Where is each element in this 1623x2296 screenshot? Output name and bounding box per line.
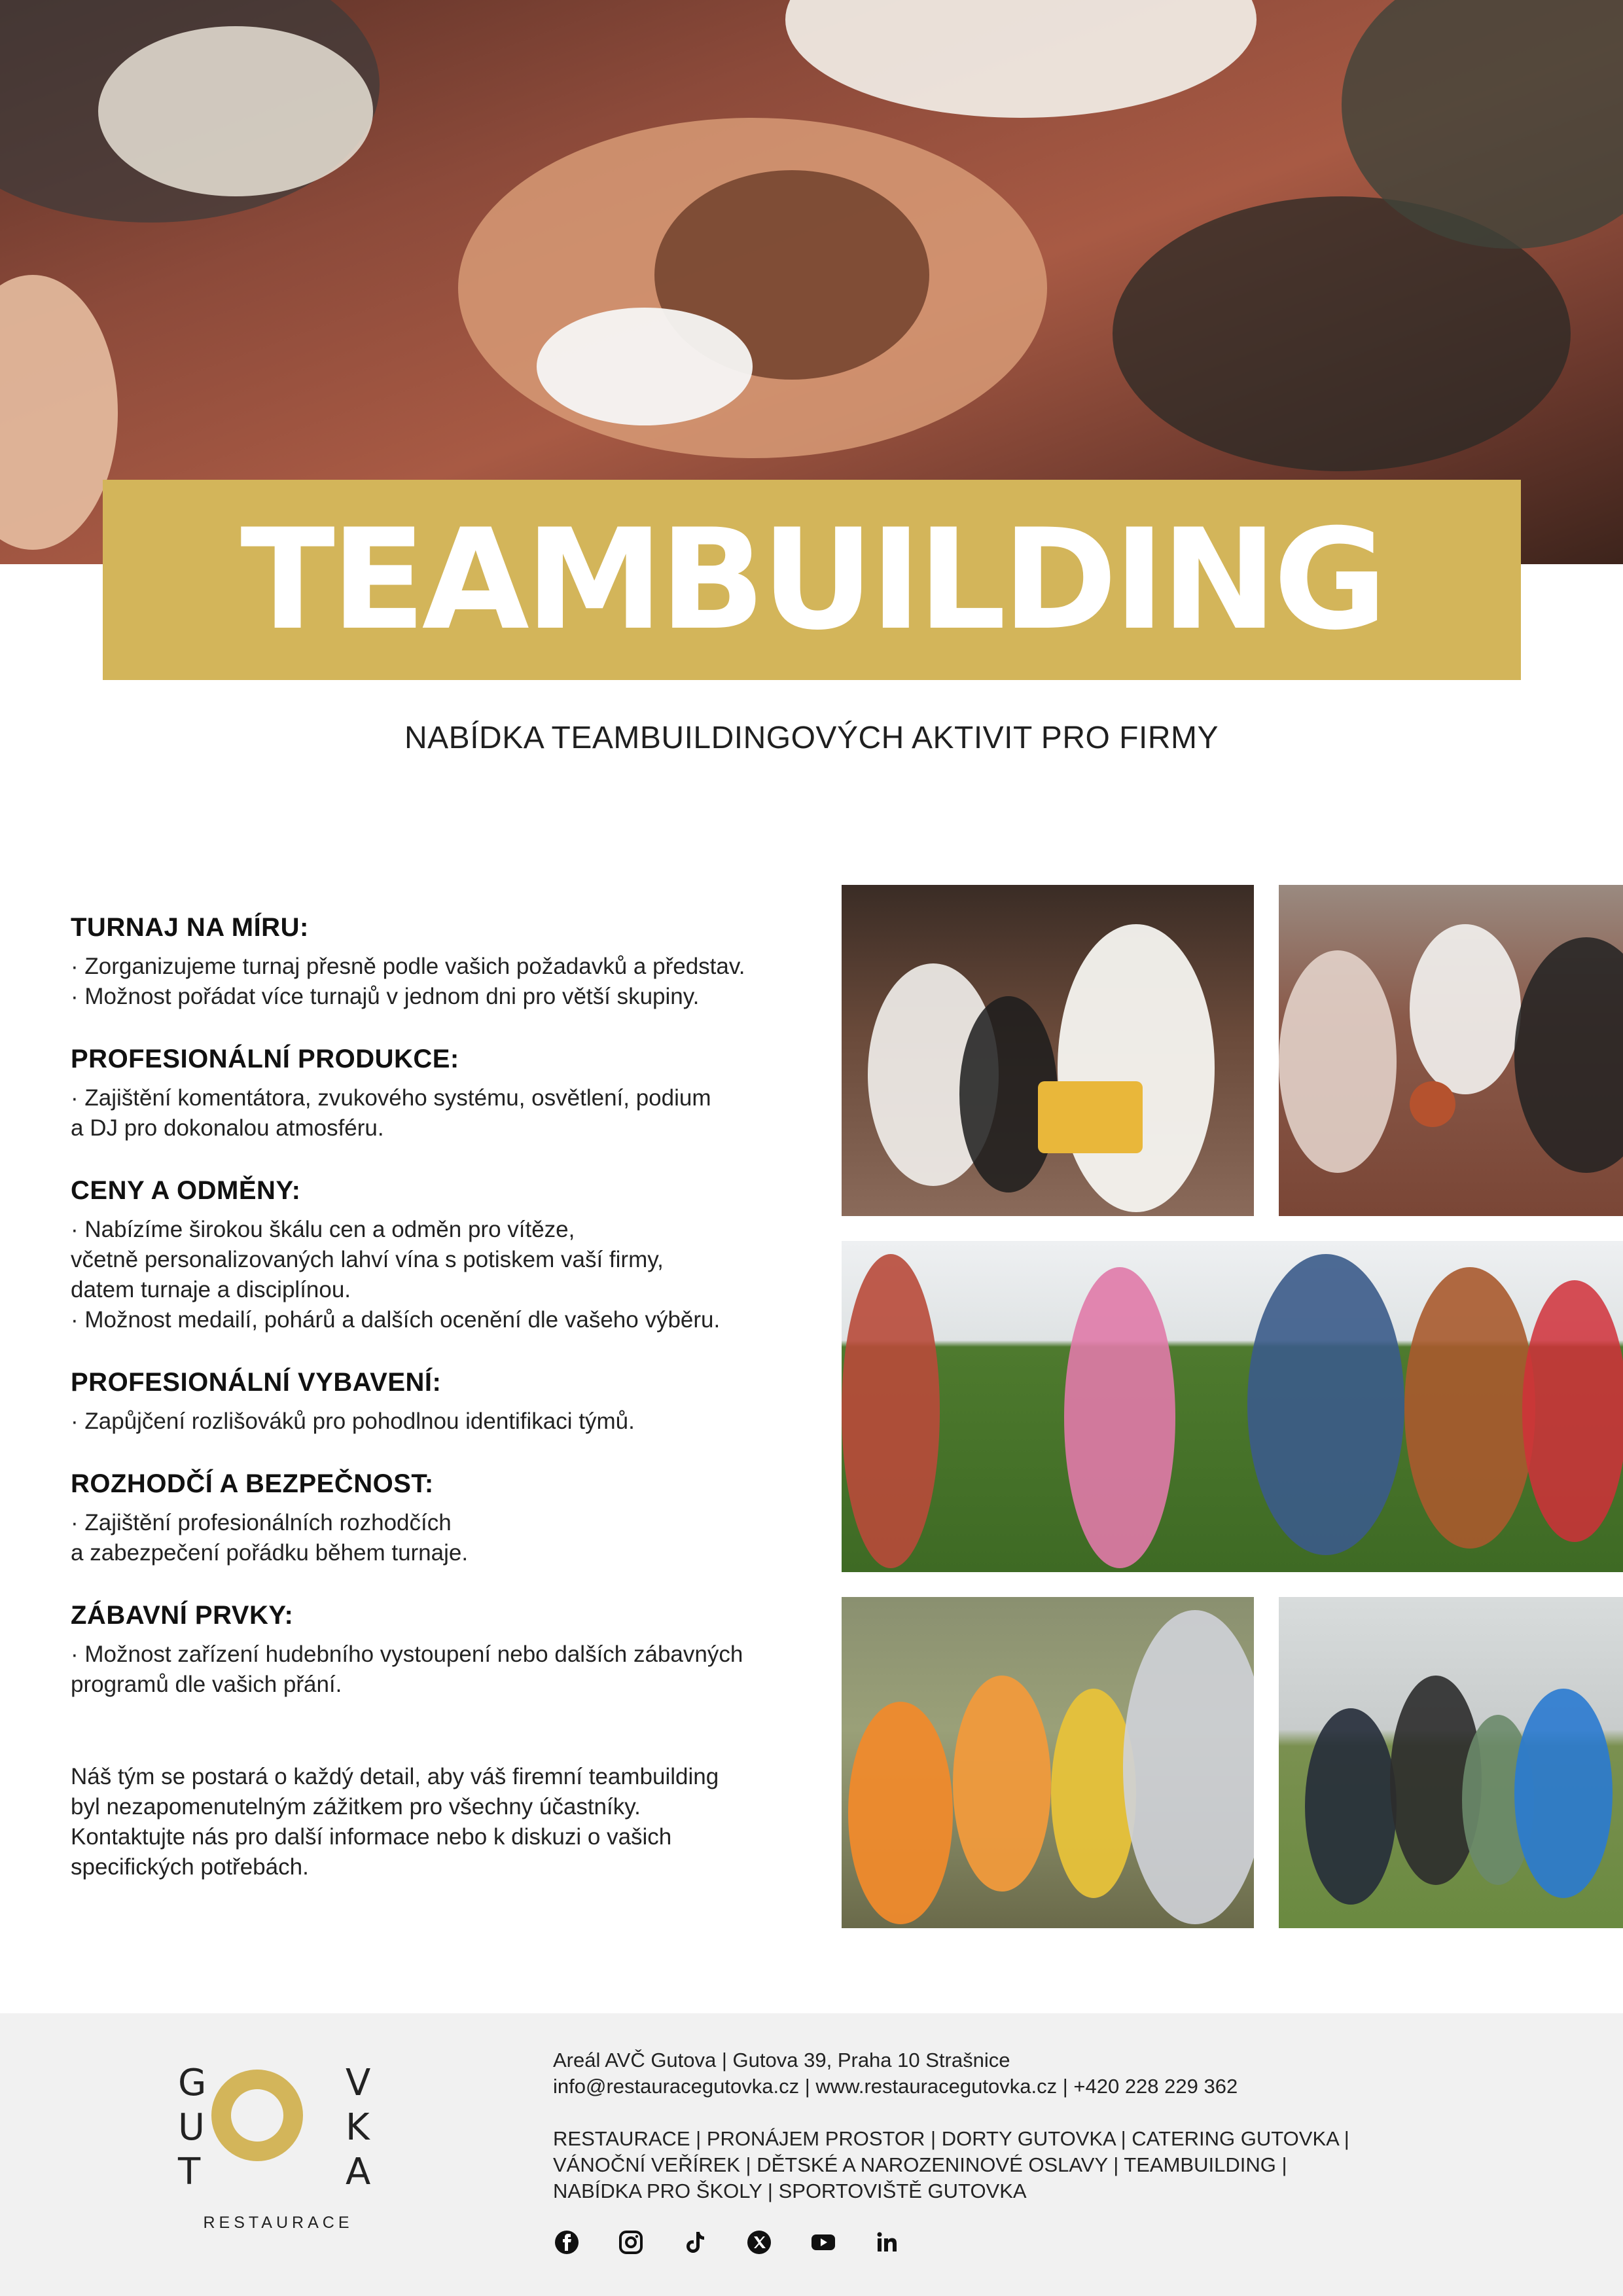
youtube-icon[interactable] bbox=[810, 2229, 837, 2256]
x-icon[interactable] bbox=[745, 2229, 773, 2256]
instagram-icon[interactable] bbox=[617, 2229, 645, 2256]
section-line: · Možnost pořádat více turnajů v jednom dni pro větší skupiny. bbox=[71, 984, 700, 1009]
section-heading: PROFESIONÁLNÍ VYBAVENÍ: bbox=[71, 1368, 442, 1397]
section-line: · Možnost medailí, pohárů a dalších ocenění dle vašeho výběru. bbox=[71, 1307, 721, 1333]
section-heading: ROZHODČÍ A BEZPEČNOST: bbox=[71, 1469, 434, 1498]
section-ceny bbox=[71, 1176, 823, 1335]
section-heading: ZÁBAVNÍ PRVKY: bbox=[71, 1601, 294, 1630]
title-banner bbox=[103, 480, 1521, 680]
section-line: včetně personalizovaných lahví vína s potiskem vaší firmy, bbox=[71, 1247, 664, 1272]
logo-letter: V bbox=[346, 2062, 371, 2104]
page-subtitle: NABÍDKA TEAMBUILDINGOVÝCH AKTIVIT PRO FIRMY bbox=[404, 721, 1219, 755]
section-line: · Zapůjčení rozlišováků pro pohodlnou identifikaci týmů. bbox=[71, 1408, 635, 1434]
section-line: a DJ pro dokonalou atmosféru. bbox=[71, 1115, 384, 1141]
section-line: · Nabízíme širokou škálu cen a odměn pro vítěze, bbox=[71, 1217, 575, 1242]
facebook-icon[interactable] bbox=[553, 2229, 580, 2256]
photo-football-team bbox=[842, 1597, 1254, 1928]
section-line: a zabezpečení pořádku během turnaje. bbox=[71, 1540, 469, 1566]
closing-line: specifických potřebách. bbox=[71, 1854, 309, 1880]
offer-content bbox=[71, 913, 823, 1882]
footer-links-line[interactable]: NABÍDKA PRO ŠKOLY | SPORTOVIŠTĚ GUTOVKA bbox=[553, 2179, 1027, 2202]
linkedin-icon[interactable] bbox=[874, 2229, 901, 2256]
logo-ring bbox=[211, 2070, 303, 2161]
photo-outdoor-game bbox=[842, 1241, 1623, 1572]
section-produkce bbox=[71, 1045, 823, 1143]
logo-letter: U bbox=[178, 2106, 205, 2149]
section-line: · Možnost zařízení hudebního vystoupení nebo dalších zábavných bbox=[71, 1641, 743, 1667]
section-zabava bbox=[71, 1601, 823, 1700]
page-title: TEAMBUILDING bbox=[240, 499, 1383, 660]
footer-address: Areál AVČ Gutova | Gutova 39, Praha 10 Strašnice bbox=[553, 2049, 1010, 2072]
section-line: · Zorganizujeme turnaj přesně podle vašich požadavků a představ. bbox=[71, 954, 745, 979]
footer-info bbox=[553, 2047, 1600, 2204]
social-links bbox=[553, 2229, 901, 2256]
section-vybaveni bbox=[71, 1368, 823, 1437]
closing-paragraph bbox=[71, 1762, 823, 1882]
section-line: datem turnaje a disciplínou. bbox=[71, 1277, 351, 1302]
closing-line: Náš tým se postará o každý detail, aby váš firemní teambuilding bbox=[71, 1764, 719, 1789]
footer-links-line[interactable]: VÁNOČNÍ VEŘÍREK | DĚTSKÉ A NAROZENINOVÉ OSLAVY | TEAMBUILDING | bbox=[553, 2153, 1287, 2176]
closing-line: byl nezapomenutelným zážitkem pro všechny účastníky. bbox=[71, 1794, 641, 1820]
photo-team-huddle bbox=[842, 885, 1254, 1216]
closing-line: Kontaktujte nás pro další informace nebo k diskuzi o vašich bbox=[71, 1824, 672, 1850]
section-heading: CENY A ODMĚNY: bbox=[71, 1176, 301, 1205]
section-heading: TURNAJ NA MÍRU: bbox=[71, 913, 309, 942]
logo-letter: K bbox=[346, 2106, 370, 2149]
logo-letter: G bbox=[178, 2062, 207, 2104]
section-line: · Zajištění komentátora, zvukového systému, osvětlení, podium bbox=[71, 1085, 711, 1111]
photo-stretching bbox=[1279, 1597, 1623, 1928]
footer-links-line[interactable]: RESTAURACE | PRONÁJEM PROSTOR | DORTY GUTOVKA | CATERING GUTOVKA | bbox=[553, 2127, 1349, 2150]
footer-contact[interactable]: info@restauracegutovka.cz | www.restauracegutovka.cz | +420 228 229 362 bbox=[553, 2075, 1238, 2098]
tiktok-icon[interactable] bbox=[681, 2229, 709, 2256]
section-rozhodci bbox=[71, 1469, 823, 1568]
section-line: programů dle vašich přání. bbox=[71, 1672, 342, 1697]
photo-hands-basketball bbox=[1279, 885, 1623, 1216]
logo-letter: A bbox=[346, 2151, 371, 2193]
section-line: · Zajištění profesionálních rozhodčích bbox=[71, 1510, 452, 1535]
section-heading: PROFESIONÁLNÍ PRODUKCE: bbox=[71, 1045, 459, 1073]
section-turnaj bbox=[71, 913, 823, 1012]
logo-subtitle: RESTAURACE bbox=[203, 2214, 353, 2232]
gutovka-logo bbox=[170, 2062, 386, 2238]
logo-letter: T bbox=[178, 2151, 201, 2193]
